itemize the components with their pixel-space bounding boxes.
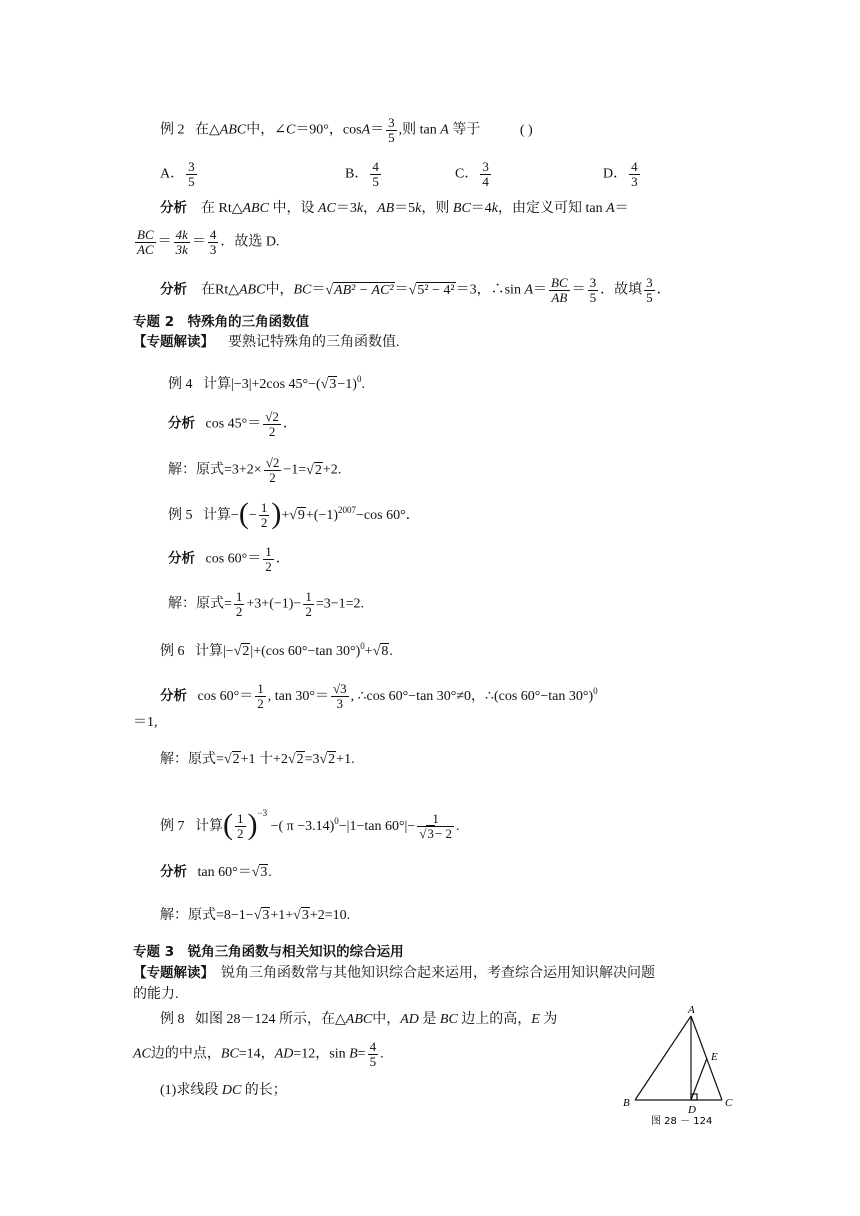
option-d: D． $\frac{4}{3}$ bbox=[603, 159, 638, 189]
example-7-stem: 例 7 计算( $\frac{1}{2}$ )$^{-3}$ −( π −3.14)$^0$−|1−tan 60°|− $\frac{1}{√3- 2}$ . bbox=[160, 808, 460, 842]
label-b: B bbox=[623, 1097, 630, 1109]
option-c: C． $\frac{3}{4}$ bbox=[455, 159, 489, 189]
example-6-stem: 例 6 计算|−√2|+(cos 60°−tan 30°)$^0$+√8. bbox=[160, 641, 393, 659]
example-2-analysis: 分析 在 Rt△ABC 中，设 AC＝3k，AB＝5k，则 BC＝4k，由定义可知 tan A＝ bbox=[160, 200, 629, 216]
label-d: D bbox=[688, 1104, 696, 1116]
topic-3-reading-cont: 的能力. bbox=[133, 987, 179, 1002]
example-8-line-2: AC边的中点，BC=14，AD=12，sin B= $\frac{4}{5}$ . bbox=[133, 1039, 384, 1069]
example-8-question-1: (1)求线段 DC 的长； bbox=[160, 1083, 287, 1098]
example-7-solution: 解：原式=8−1−√3+1+√3+2=10. bbox=[160, 908, 351, 923]
example-7-analysis: 分析 tan 60°＝√3. bbox=[160, 864, 272, 880]
example-2-analysis-cont: $\frac{BC}{AC}$ ＝ $\frac{4k}{3k}$ ＝ $\frac{4}{3}$ ．故选 D. bbox=[137, 227, 280, 257]
option-b: B． $\frac{4}{5}$ bbox=[345, 159, 379, 189]
example-5-analysis: 分析 cos 60°＝ $\frac{1}{2}$ ． bbox=[168, 544, 290, 574]
example-6-analysis: 分析 cos 60°＝ $\frac{1}{2}$ , tan 30°＝ $\frac{√3}{3}$ , ∴cos 60°−tan 30°≠0，∴(cos 60°−tan 30°)$^0$ bbox=[160, 681, 598, 712]
topic-2-reading: 【专题解读】 要熟记特殊角的三角函数值. bbox=[133, 334, 400, 350]
label-a: A bbox=[688, 1004, 695, 1016]
figure-caption: 图 28 － 124 bbox=[651, 1116, 713, 1127]
example-6-solution: 解：原式=√2+1 十+2√2=3√2+1. bbox=[160, 752, 355, 767]
side-ab bbox=[635, 1016, 691, 1100]
example-4-stem: 例 4 计算|−3|+2cos $45^\circ-(√3-1)^0$. bbox=[168, 374, 365, 392]
topic-2-title: 专题 2 特殊角的三角函数值 bbox=[133, 314, 310, 330]
example-8-line-1: 例 8 如图 28－124 所示，在△ABC中，AD 是 BC 边上的高，E 为 bbox=[160, 1012, 558, 1027]
option-a: A． $\frac{3}{5}$ bbox=[160, 159, 195, 189]
label-e: E bbox=[711, 1051, 718, 1063]
label-c: C bbox=[725, 1097, 733, 1109]
example-4-analysis: 分析 cos 45°＝ $\frac{√2}{2}$ ． bbox=[168, 409, 297, 439]
example-5-solution: 解：原式= $\frac{1}{2}$ +3+(−1)− $\frac{1}{2}$ =3−1=2. bbox=[168, 589, 364, 619]
triangle-figure bbox=[615, 1000, 745, 1130]
example-4-solution: 解：原式=3+2× $\frac{√2}{2}$ −1=√2+2. bbox=[168, 455, 342, 485]
topic-3-reading: 【专题解读】 锐角三角函数常与其他知识综合起来运用，考查综合运用知识解决问题 bbox=[133, 965, 655, 981]
example-5-stem: 例 5 计算−(− $\frac{1}{2}$ )$+√9+(-1)^{2007}-\cos$ 60°． bbox=[168, 497, 420, 531]
analysis-2: 分析 在Rt△ABC中，BC＝√AB² − AC²＝√5² − 4²＝3，∴sin A＝ $\frac{BC}{AB}$ ＝ $\frac{3}{5}$ ．故填 $\frac{3}{5}$ ． bbox=[160, 275, 671, 305]
topic-3-title: 专题 3 锐角三角函数与相关知识的综合运用 bbox=[133, 944, 404, 960]
example-6-analysis-cont: ＝1, bbox=[133, 715, 158, 730]
example-2-stem: 例 2 在△ABC中，∠C＝90°，cosA＝ $\frac{3}{5}$ ,则 tan A 等于 ( ) bbox=[160, 115, 533, 145]
